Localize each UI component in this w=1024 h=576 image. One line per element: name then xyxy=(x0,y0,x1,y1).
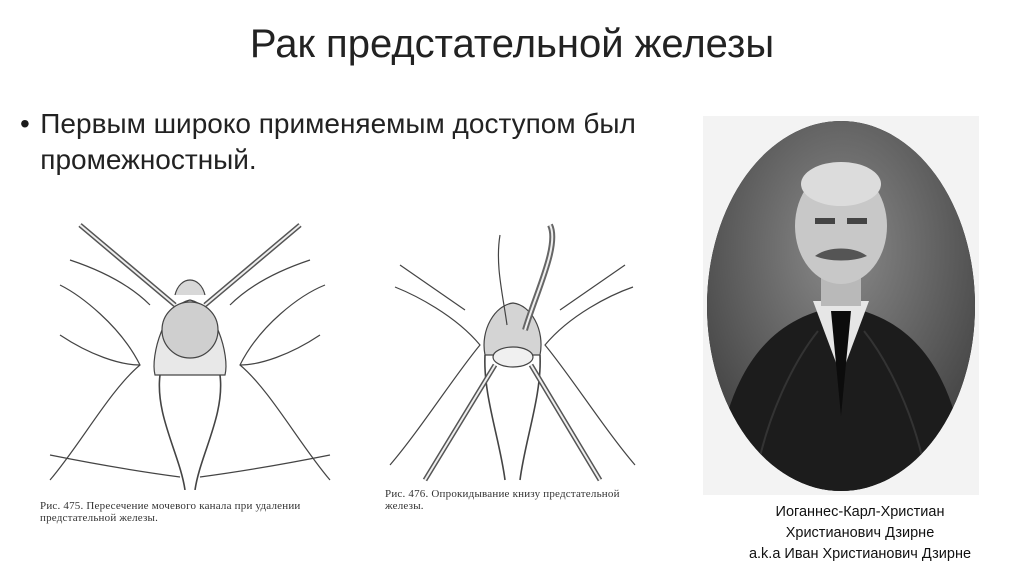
figure-476-illustration xyxy=(385,215,640,485)
figure-476-caption: Рис. 476. Опрокидывание книзу предстательной железы. xyxy=(385,488,620,512)
surgical-drawing-476 xyxy=(385,215,640,485)
portrait-caption-line-3: a.k.a Иван Христианович Дзирне xyxy=(748,546,972,562)
portrait-photo xyxy=(703,116,979,495)
bullet-item xyxy=(20,106,680,178)
surgical-drawing-475 xyxy=(40,215,340,490)
figure-475-illustration xyxy=(40,215,340,490)
portrait-caption-line-2: Христианович Дзирне xyxy=(785,525,935,541)
portrait-caption-line-1: Иоганнес-Карл-Христиан xyxy=(775,504,945,520)
slide-title: Рак предстательной железы xyxy=(249,22,775,66)
bullet-dot-icon: • xyxy=(20,108,30,139)
figure-475-caption: Рис. 475. Пересечение мочевого канала при удалении предстательной железы. xyxy=(40,500,301,524)
portrait-caption xyxy=(700,502,1020,565)
portrait-image xyxy=(703,116,979,495)
bullet-text: Первым широко применяемым доступом был промежностный. xyxy=(40,108,636,175)
